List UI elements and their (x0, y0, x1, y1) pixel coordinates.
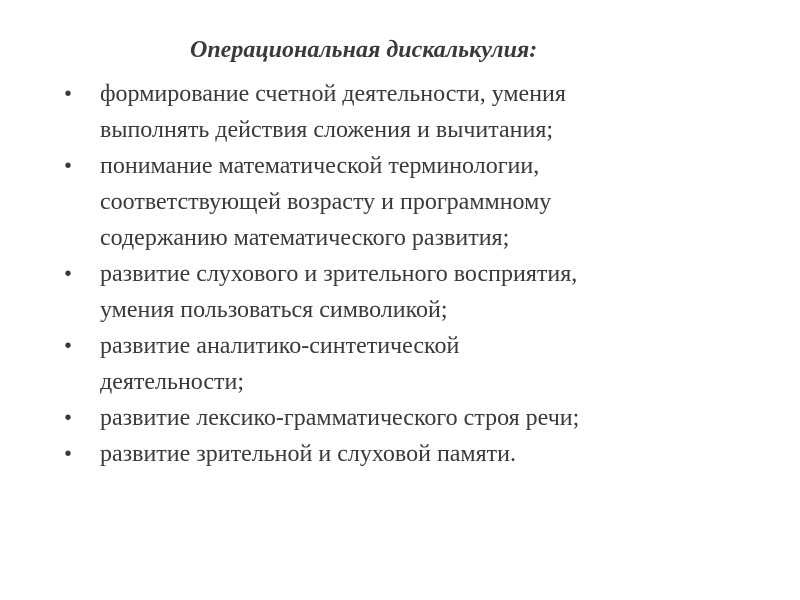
list-item (0, 400, 720, 436)
list-item-line: развитие зрительной и слуховой памяти. (100, 441, 516, 467)
bullet-icon: • (64, 83, 72, 105)
bullet-icon: • (64, 155, 72, 177)
list-item-line: умения пользоваться символикой; (100, 297, 448, 323)
list-item (0, 148, 720, 256)
list-item-line: развитие лексико-грамматического строя речи; (100, 405, 580, 431)
list-item (0, 328, 720, 400)
list-item-line: соответствующей возрасту и программному (100, 189, 552, 215)
list-item-line: развитие аналитико-синтетической (100, 333, 460, 359)
list-item-line: содержанию математического развития; (100, 225, 510, 251)
list-item (0, 256, 720, 328)
list-item (0, 436, 720, 472)
list-item-line: развитие слухового и зрительного восприятия, (100, 261, 578, 287)
bullet-icon: • (64, 263, 72, 285)
list-item-line: понимание математической терминологии, (100, 153, 540, 179)
bullet-list (0, 76, 800, 472)
list-item-line: выполнять действия сложения и вычитания; (100, 117, 554, 143)
bullet-icon: • (64, 407, 72, 429)
slide-title: Операциональная дискалькулия: (190, 37, 538, 63)
bullet-icon: • (64, 443, 72, 465)
list-item (0, 76, 720, 148)
list-item-line: формирование счетной деятельности, умения (100, 81, 566, 107)
list-item-line: деятельности; (100, 369, 245, 395)
bullet-icon: • (64, 335, 72, 357)
